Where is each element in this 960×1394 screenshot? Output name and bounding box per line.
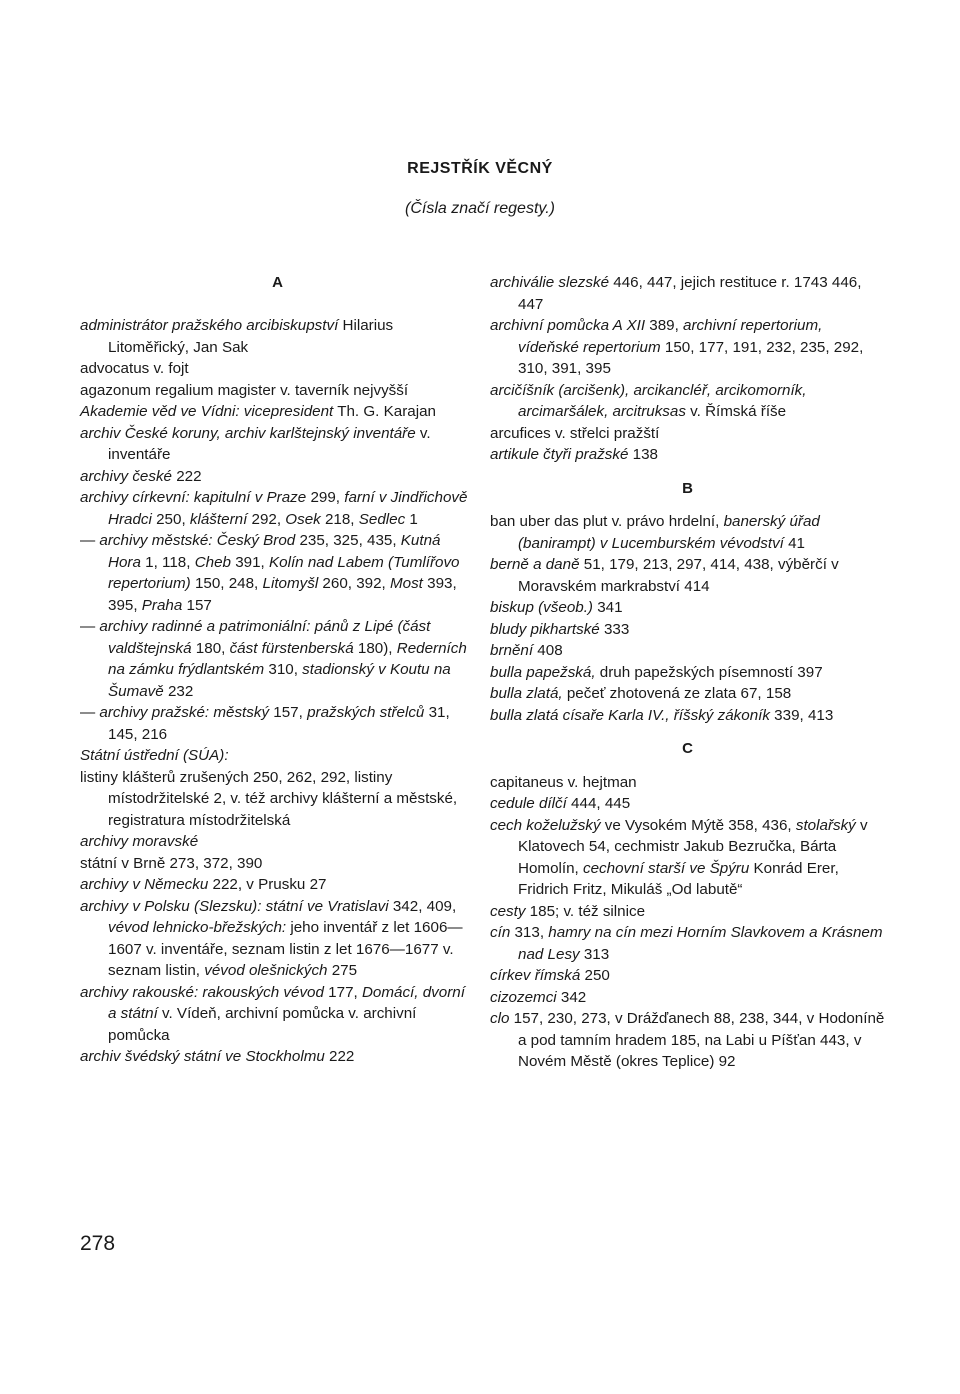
index-entry-term: bulla zlatá císaře Karla IV., říšský zákoník	[490, 706, 770, 724]
index-entry-text: 341	[592, 599, 623, 616]
index-entry-text: 222	[172, 467, 202, 485]
index-entry-text: 389,	[645, 317, 684, 334]
index-entry-text: Hilarius Litoměřický, Jan Sak	[108, 317, 394, 356]
index-entry-text: listiny klášterů zrušených 250, 262, 292, listiny místodržitelské 2, v. též archivy klášterní a městské, registratura místodržitelská	[80, 768, 458, 829]
index-entry	[490, 511, 885, 554]
index-entry-text: 393, 395,	[108, 575, 457, 614]
index-entry-term: církev římská	[490, 967, 581, 984]
index-entry-text: 232	[163, 682, 194, 700]
section-letter-b: B	[682, 479, 693, 497]
index-entry-text: 150, 248,	[190, 575, 263, 592]
index-entry-text: v. inventáře	[108, 424, 431, 463]
index-entry-term: berně a daně	[490, 556, 580, 573]
index-entry	[490, 380, 885, 423]
index-entry	[490, 987, 885, 1009]
index-entry	[80, 423, 475, 466]
index-entry-text: 41	[783, 534, 806, 552]
index-entry-text: ban uber das plut v. právo hrdelní,	[490, 513, 724, 530]
index-entry-text: v. Vídeň, archivní pomůcka v. archivní pomůcka	[108, 1005, 417, 1044]
index-entry	[490, 922, 885, 965]
index-entry-text: v. Římská říše	[685, 403, 787, 420]
index-entry-text: Konrád Erer, Fridrich Fritz, Mikuláš „Od labutě“	[518, 859, 839, 898]
index-entry-term: artikule čtyři pražské	[490, 446, 629, 463]
index-entry-text: 342, 409,	[388, 897, 457, 915]
index-entry	[490, 554, 885, 597]
index-entry	[80, 831, 475, 853]
index-entry-term: vévod lehnicko-břežských:	[108, 919, 287, 936]
right-entries-b	[490, 511, 885, 726]
index-entry	[80, 616, 475, 702]
index-entry-text: ve Vysokém Mýtě 358, 436,	[600, 816, 796, 834]
index-entry-text: 444, 445	[566, 795, 631, 812]
index-entry-text: 180),	[353, 639, 397, 657]
index-entry	[490, 901, 885, 923]
index-entry-term: Kutná Hora	[108, 532, 441, 571]
index-entry-term: cech koželužský	[490, 816, 601, 834]
index-entry-text: druh papežských písemností 397	[595, 663, 823, 681]
index-entry-text: 185; v. též silnice	[525, 902, 646, 920]
index-entry-text: agazonum regalium magister v. taverník nejvyšší	[80, 381, 409, 399]
index-entry-term: Domácí, dvorní a státní	[108, 983, 465, 1022]
index-entry	[490, 965, 885, 987]
index-entry	[490, 315, 885, 380]
index-entry-text: —	[80, 618, 100, 635]
index-entry-text: 446, 447, jejich restituce r. 1743 446, 447	[518, 274, 862, 313]
index-entry	[80, 380, 475, 402]
index-entry-term: stolařský	[795, 816, 856, 834]
index-entry-term: biskup (všeob.)	[490, 599, 593, 616]
index-entry-text: v Klatovech 54, cechmistr Jakub Bezručka, Bárta Homolín,	[518, 816, 868, 877]
index-entry	[80, 1046, 475, 1068]
index-entry-term: archivy v Polsku (Slezsku): státní ve Vratislavi	[80, 897, 389, 915]
index-entry-text: 222, v Prusku 27	[208, 876, 327, 893]
index-entry	[490, 662, 885, 684]
right-entries-a	[490, 272, 885, 466]
index-entry-term: archivy církevní: kapitulní v Praze	[80, 489, 307, 506]
index-entry-term: bludy pikhartské	[490, 620, 600, 638]
index-entry-text: 313,	[510, 924, 549, 941]
index-entry-term: archivy radinné a patrimoniální: pánů z Lipé (část valdštejnská	[99, 618, 431, 657]
index-entry-text: 1	[405, 510, 418, 528]
index-entry-text: arcufices v. střelci pražští	[490, 424, 660, 442]
index-entry-text: 260, 392,	[318, 575, 390, 592]
index-entry-text: jeho inventář z let 1606—1607 v. inventáře, seznam listin z let 1676—1677 v. seznam listin,	[108, 919, 463, 979]
index-entry-text: 408	[533, 642, 563, 659]
index-entry	[80, 315, 475, 358]
index-entry-text: capitaneus v. hejtman	[490, 773, 637, 791]
index-entry-text: 333	[599, 620, 630, 638]
index-entry	[80, 874, 475, 896]
index-entry-term: stadionský v Koutu na Šumavě	[108, 661, 451, 700]
index-entry-text: 1, 118,	[140, 553, 195, 571]
index-entry-term: archivní pomůcka A XII	[490, 317, 646, 334]
index-entry-text: 313	[579, 945, 610, 963]
index-entry-text: 157	[182, 596, 212, 614]
index-entry	[80, 853, 475, 875]
index-entry	[490, 815, 885, 901]
index-entry	[490, 619, 885, 641]
index-entry	[80, 745, 475, 767]
index-entry	[80, 767, 475, 832]
index-entry-term: Praha	[141, 596, 183, 614]
index-entry-text: 299,	[306, 489, 345, 506]
index-entry-text: 51, 179, 213, 297, 414, 438, výběrčí v Moravském markrabství 414	[518, 556, 839, 595]
index-entry	[490, 640, 885, 662]
index-entry-term: Státní ústřední (SÚA):	[80, 747, 229, 764]
index-entry-term: Litomyšl	[262, 575, 319, 592]
index-entry-term: Most	[389, 575, 423, 592]
left-entries	[80, 315, 475, 1068]
index-entry-term: arcičíšník (arcišenk), arcikancléř, arcikomorník, arcimaršálek, arcitruksas	[490, 381, 807, 420]
index-entry-text: 235, 325, 435,	[295, 532, 401, 549]
page-subtitle: (Čísla značí regesty.)	[405, 200, 555, 217]
index-entry	[80, 530, 475, 616]
page-title: REJSTŘÍK VĚCNÝ	[407, 160, 553, 177]
index-entry	[490, 423, 885, 445]
index-entry-text: 310,	[264, 661, 303, 678]
index-entry-term: pražských střelců	[307, 704, 425, 721]
index-entry	[80, 896, 475, 982]
index-entry-term: archivy moravské	[80, 833, 199, 850]
index-entry-text: 339, 413	[769, 706, 834, 724]
section-letter-a: A	[272, 274, 283, 291]
index-entry-term: archivní repertorium, vídeňské repertorium	[518, 317, 823, 356]
index-entry-text: 138	[628, 446, 658, 463]
index-entry-term: archiválie slezské	[490, 274, 610, 291]
index-entry-term: cesty	[490, 902, 526, 920]
index-entry	[80, 401, 475, 423]
index-entry-text: 222	[324, 1048, 355, 1065]
index-entry-term: Sedlec	[358, 510, 406, 528]
index-entry-term: cín	[490, 924, 511, 941]
index-entry-term: část fürstenberská	[229, 639, 354, 657]
index-entry	[490, 597, 885, 619]
index-entry-text: Th. G. Karajan	[333, 403, 436, 420]
page-number: 278	[80, 1232, 116, 1255]
index-entry-text: 250,	[151, 510, 190, 528]
index-entry-term: farní v Jindřichově Hradci	[108, 489, 468, 528]
right-entries-c	[490, 772, 885, 1073]
index-entry-text: —	[80, 704, 100, 721]
index-entry-text: 292,	[247, 510, 286, 528]
index-entry-term: Kolín nad Labem (Tumlířovo repertorium)	[108, 553, 460, 592]
index-entry-text: 275	[327, 962, 358, 979]
index-entry-text: 31, 145, 216	[108, 704, 450, 743]
index-entry-term: archiv švédský státní ve Stockholmu	[80, 1048, 325, 1065]
index-entry	[490, 444, 885, 466]
index-entry-text: 177,	[323, 983, 362, 1001]
index-entry-term: archiv České koruny, archiv karlštejnský	[80, 424, 349, 442]
index-entry-term: archivy rakouské: rakouských vévod	[80, 983, 324, 1001]
index-entry-term: archivy v Německu	[80, 876, 209, 893]
index-entry	[490, 272, 885, 315]
index-entry-term: bulla papežská,	[490, 663, 596, 681]
index-entry	[80, 466, 475, 488]
index-entry-text: 342	[556, 988, 587, 1006]
index-entry-text: pečeť zhotovená ze zlata 67, 158	[562, 685, 792, 702]
index-entry-term: Akademie věd ve Vídni: vicepresident	[80, 403, 334, 420]
index-entry-term: archivy pražské: městský	[99, 704, 270, 721]
index-entry-term: archivy městské: Český Brod	[99, 532, 296, 549]
index-entry	[80, 982, 475, 1047]
index-entry-term: vévod olešnických	[204, 962, 328, 979]
index-entry-term: Rederních na zámku frýdlantském	[108, 639, 467, 678]
index-entry	[80, 487, 475, 530]
index-entry	[80, 702, 475, 745]
index-entry-term: administrátor pražského arcibiskupství	[80, 317, 339, 334]
index-entry-text: 218,	[320, 510, 359, 528]
index-entry	[490, 772, 885, 794]
index-entry-term: hamry na cín mezi Horním Slavkovem a Krásnem nad Lesy	[518, 924, 883, 963]
index-entry-term: brnění	[490, 642, 534, 659]
index-entry-text: 157, 230, 273, v Drážďanech 88, 238, 344, v Hodoníně a pod tamním hradem 185, na Labi u Píšťan 443, v Novém Městě (okres Teplice) 92	[509, 1010, 885, 1070]
index-entry-text: advocatus v. fojt	[80, 360, 189, 377]
section-letter-c: C	[682, 740, 693, 757]
index-entry-term: cechovní starší ve Špýru	[583, 859, 750, 877]
index-entry-term: cedule dílčí	[490, 795, 567, 812]
index-entry	[490, 793, 885, 815]
index-entry-term: banerský úřad (banirampt) v Lucemburském vévodství	[518, 513, 820, 552]
index-entry-term: cizozemci	[490, 988, 557, 1006]
index-entry-text: státní v Brně 273, 372, 390	[80, 854, 263, 872]
index-entry-text: —	[80, 532, 100, 549]
index-entry-text: 150, 177, 191, 232, 235, 292, 310, 391, 395	[518, 338, 864, 377]
index-entry	[490, 683, 885, 705]
index-entry-text: 391,	[231, 553, 269, 571]
index-entry-text: 180,	[191, 639, 230, 657]
index-entry-text: 157,	[269, 704, 308, 721]
index-entry-term: Osek	[285, 510, 321, 528]
index-entry-term: bulla zlatá,	[490, 685, 563, 702]
index-entry-term: archivy české	[80, 467, 173, 485]
left-column	[80, 272, 475, 1068]
index-entry-term: clo	[490, 1010, 510, 1027]
index-entry-term: Cheb	[194, 553, 231, 571]
right-column	[490, 272, 885, 1073]
index-entry-term: inventáře	[353, 424, 416, 442]
index-entry	[80, 358, 475, 380]
index-entry-term: klášterní	[189, 510, 248, 528]
index-entry-text: 250	[580, 967, 610, 984]
index-entry	[490, 1008, 885, 1073]
index-entry	[490, 705, 885, 727]
